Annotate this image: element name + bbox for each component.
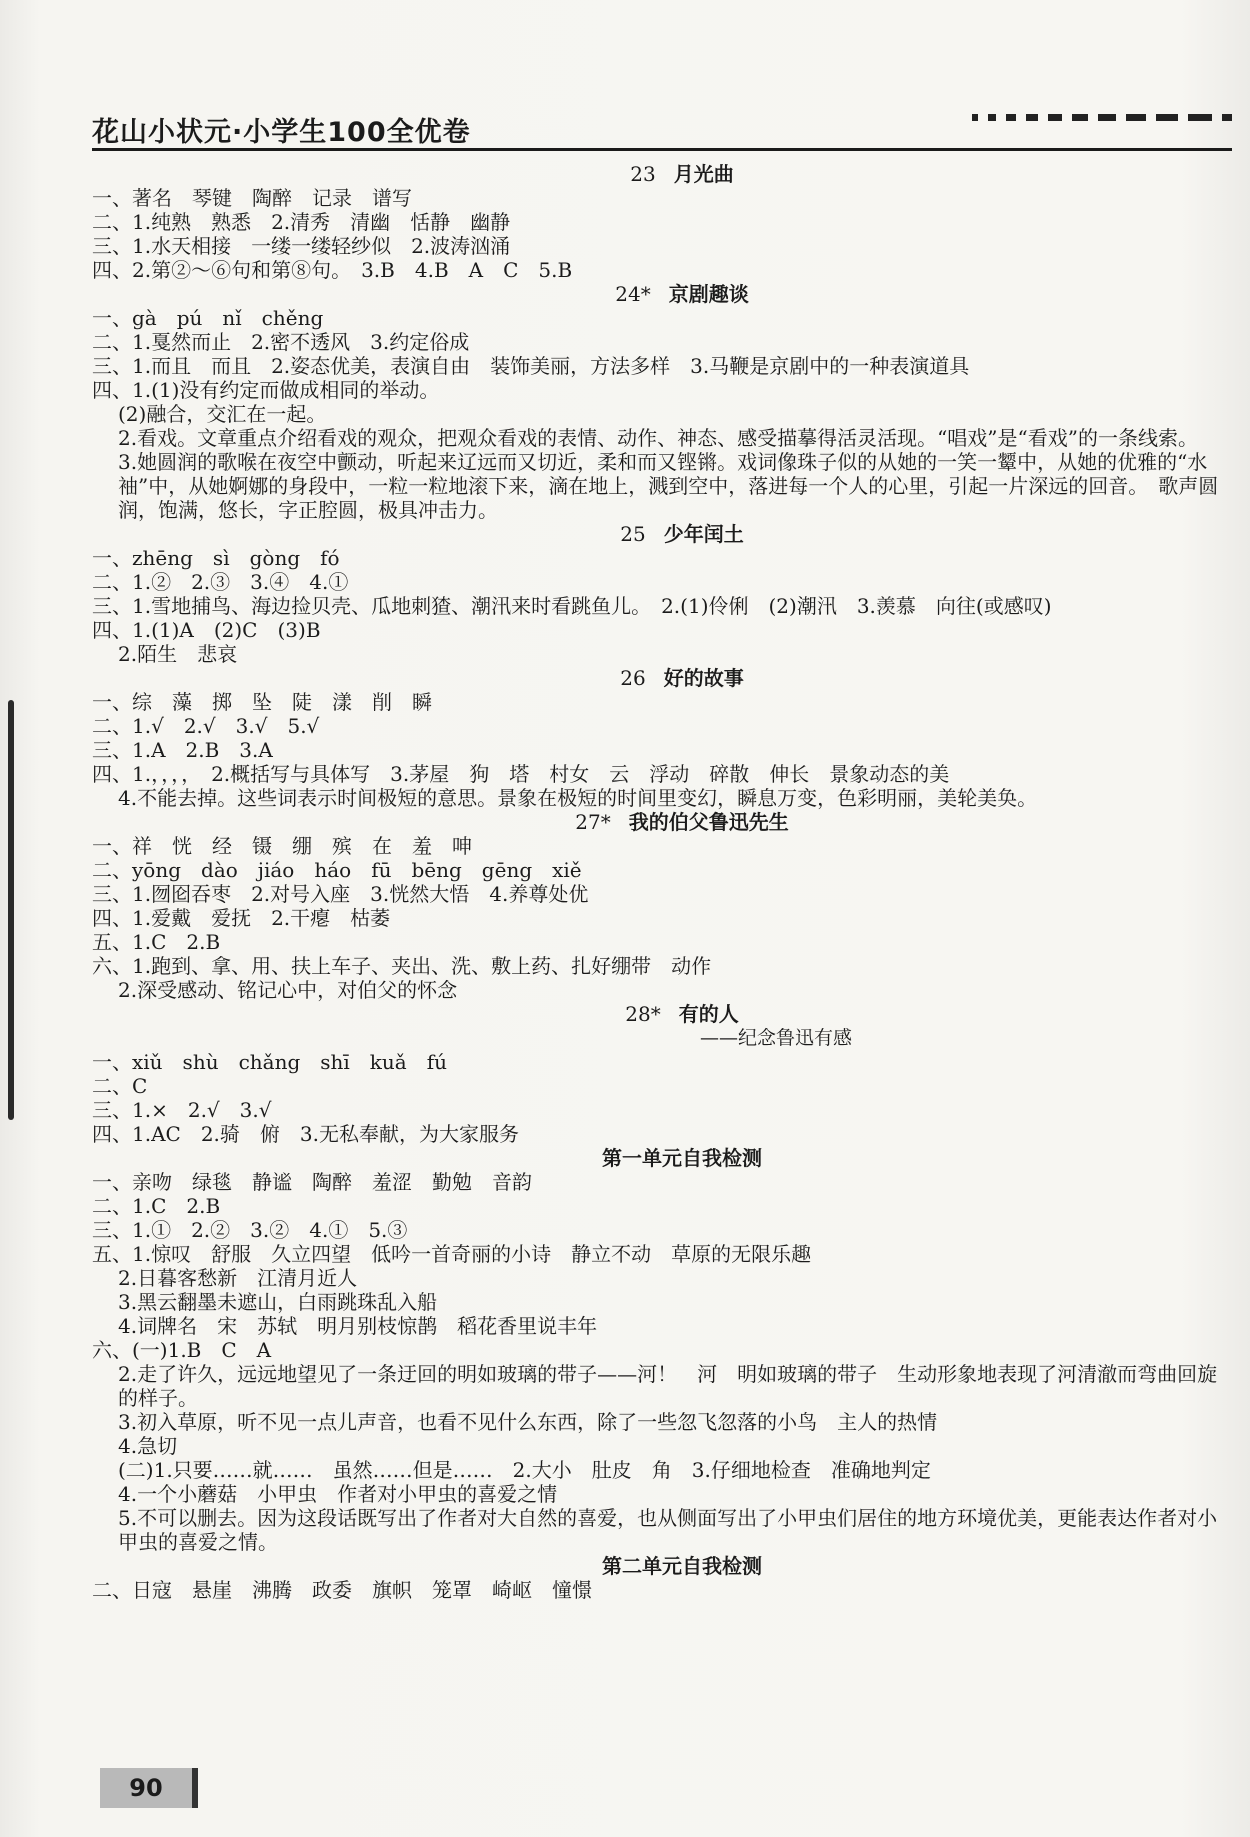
answer-line: 二、yōng dào jiáo háo fū bēng gēng xiě (92, 858, 582, 882)
section-name: 好的故事 (663, 666, 744, 690)
section-number: 25 (620, 522, 646, 546)
section-name: 我的伯父鲁迅先生 (628, 810, 789, 834)
answer-line: 一、xiǔ shù chǎng shī kuǎ fú (92, 1050, 448, 1074)
answer-line: 3.黑云翻墨未遮山，白雨跳珠乱入船 (118, 1290, 438, 1314)
header-rule (92, 148, 1232, 151)
answer-line: 三、1.× 2.√ 3.√ (92, 1098, 272, 1122)
section-subtitle: ——纪念鲁迅有感 (699, 1027, 852, 1049)
answer-line: 四、2.第②～⑥句和第⑧句。 3.B 4.B A C 5.B (92, 258, 573, 282)
section-number: 24* (615, 282, 651, 306)
section-name: 京剧趣谈 (668, 282, 749, 306)
answer-line: 4.一个小蘑菇 小甲虫 作者对小甲虫的喜爱之情 (118, 1482, 558, 1506)
answer-line: 一、亲吻 绿毯 静谧 陶醉 羞涩 勤勉 音韵 (92, 1170, 532, 1194)
answer-line: 3.初入草原，听不见一点儿声音，也看不见什么东西，除了一些忽飞忽落的小鸟 主人的热情 (118, 1410, 938, 1434)
answer-line: 四、1.(1)A (2)C (3)B (92, 618, 321, 642)
answer-line: 2.看戏。文章重点介绍看戏的观众，把观众看戏的表情、动作、神态、感受描摹得活灵活现。“唱戏”是“看戏”的一条线索。 (118, 426, 1198, 450)
answer-line: 四、1.爱戴 爱抚 2.干瘪 枯萎 (92, 906, 391, 930)
answer-line: 四、1.(1)没有约定而做成相同的举动。 (92, 378, 440, 402)
answer-line: 二、1.纯熟 熟悉 2.清秀 清幽 恬静 幽静 (92, 210, 511, 234)
section-title (92, 1554, 1232, 1578)
section-name: 第二单元自我检测 (602, 1554, 762, 1578)
answer-line: 2.深受感动、铭记心中，对伯父的怀念 (118, 978, 458, 1002)
answer-line: 四、1.，，，， 2.概括写与具体写 3.茅屋 狗 塔 村女 云 浮动 碎散 伸长 景象动态的美 (92, 762, 950, 786)
section-name: 月光曲 (673, 162, 734, 186)
answer-line: 三、1.① 2.② 3.② 4.① 5.③ (92, 1218, 408, 1242)
answer-line: 2.陌生 悲哀 (118, 642, 238, 666)
answer-line: 六、1.跑到、拿、用、扶上车子、夹出、洗、敷上药、扎好绷带 动作 (92, 954, 712, 978)
answer-line: 二、1.√ 2.√ 3.√ 5.√ (92, 714, 320, 738)
answer-line: 2.走了许久，远远地望见了一条迂回的明如玻璃的带子——河！ 河 明如玻璃的带子 生动形象地表现了河清澈而弯曲回旋的样子。 (118, 1362, 1218, 1410)
section-number: 26 (620, 666, 646, 690)
answer-line: 三、1.雪地捕鸟、海边捡贝壳、瓜地刺猹、潮汛来时看跳鱼儿。 2.(1)伶俐 (2)潮汛 3.羡慕 向往(或感叹) (92, 594, 1052, 618)
answer-line: 三、1.A 2.B 3.A (92, 738, 273, 762)
answer-line: 4.词牌名 宋 苏轼 明月别枝惊鹊 稻花香里说丰年 (118, 1314, 598, 1338)
section-title (92, 162, 1232, 186)
answer-line: (2)融合，交汇在一起。 (118, 402, 327, 426)
answer-line: 三、1.水天相接 一缕一缕轻纱似 2.波涛汹涌 (92, 234, 511, 258)
answer-line: 四、1.AC 2.骑 俯 3.无私奉献，为大家服务 (92, 1122, 519, 1146)
answer-line: 三、1.囫囵吞枣 2.对号入座 3.恍然大悟 4.养尊处优 (92, 882, 589, 906)
answer-line: 一、祥 恍 经 镊 绷 殡 在 羞 呻 (92, 834, 472, 858)
answer-line: 4.不能去掉。这些词表示时间极短的意思。景象在极短的时间里变幻，瞬息万变，色彩明丽，美轮美奂。 (118, 786, 1038, 810)
answer-line: 五、1.惊叹 舒服 久立四望 低吟一首奇丽的小诗 静立不动 草原的无限乐趣 (92, 1242, 812, 1266)
section-number: 23 (630, 162, 656, 186)
book-title: 花山小状元·小学生100全优卷 (92, 117, 471, 148)
section-title (92, 522, 1232, 546)
answer-line: 5.不可以删去。因为这段话既写出了作者对大自然的喜爱，也从侧面写出了小甲虫们居住的地方环境优美，更能表达作者对小甲虫的喜爱之情。 (118, 1506, 1218, 1554)
section-title (92, 1002, 1232, 1026)
answer-line: 二、1.② 2.③ 3.④ 4.① (92, 570, 349, 594)
section-number: 27* (575, 810, 611, 834)
answer-line: 4.急切 (118, 1434, 178, 1458)
answer-line: 2.日暮客愁新 江清月近人 (118, 1266, 358, 1290)
section-number: 28* (625, 1002, 661, 1026)
answer-line: 3.她圆润的歌喉在夜空中颤动，听起来辽远而又切近，柔和而又铿锵。戏词像珠子似的从她的一笑一颦中，从她的优雅的“水袖”中，从她婀娜的身段中，一粒一粒地滚下来，滴在地上，溅到空中，落进每一个人的心里，引起一片深远的回音。 歌声圆润，饱满，悠长，字正腔圆，极具冲击力。 (118, 450, 1219, 522)
answer-line: 三、1.而且 而且 2.姿态优美，表演自由 装饰美丽，方法多样 3.马鞭是京剧中的一种表演道具 (92, 354, 970, 378)
header-dash-ornament (972, 114, 1232, 121)
section-title (92, 282, 1232, 306)
page-header (92, 108, 1232, 150)
answer-line: 二、C (92, 1074, 148, 1098)
answer-line: 五、1.C 2.B (92, 930, 221, 954)
section-title (92, 810, 1232, 834)
answer-line: 二、1.C 2.B (92, 1194, 221, 1218)
answer-line: 六、(一)1.B C A (92, 1338, 272, 1362)
section-name: 有的人 (678, 1002, 739, 1026)
page-number: 90 (100, 1768, 198, 1808)
section-title (92, 666, 1232, 690)
answer-line: 二、1.戛然而止 2.密不透风 3.约定俗成 (92, 330, 470, 354)
section-title (92, 1146, 1232, 1170)
answer-line: 一、zhēng sì gòng fó (92, 546, 340, 570)
answer-line: (二)1.只要……就…… 虽然……但是…… 2.大小 肚皮 角 3.仔细地检查 准确地判定 (118, 1458, 931, 1482)
answer-content (92, 162, 1232, 1602)
section-name: 第一单元自我检测 (602, 1146, 762, 1170)
binding-edge (8, 700, 14, 1120)
answer-line: 一、著名 琴键 陶醉 记录 谱写 (92, 186, 412, 210)
section-name: 少年闰土 (663, 522, 744, 546)
answer-line: 一、综 藻 掷 坠 陡 漾 削 瞬 (92, 690, 432, 714)
answer-line: 一、gà pú nǐ chěng (92, 306, 324, 330)
answer-line: 二、日寇 悬崖 沸腾 政委 旗帜 笼罩 崎岖 憧憬 (92, 1578, 592, 1602)
